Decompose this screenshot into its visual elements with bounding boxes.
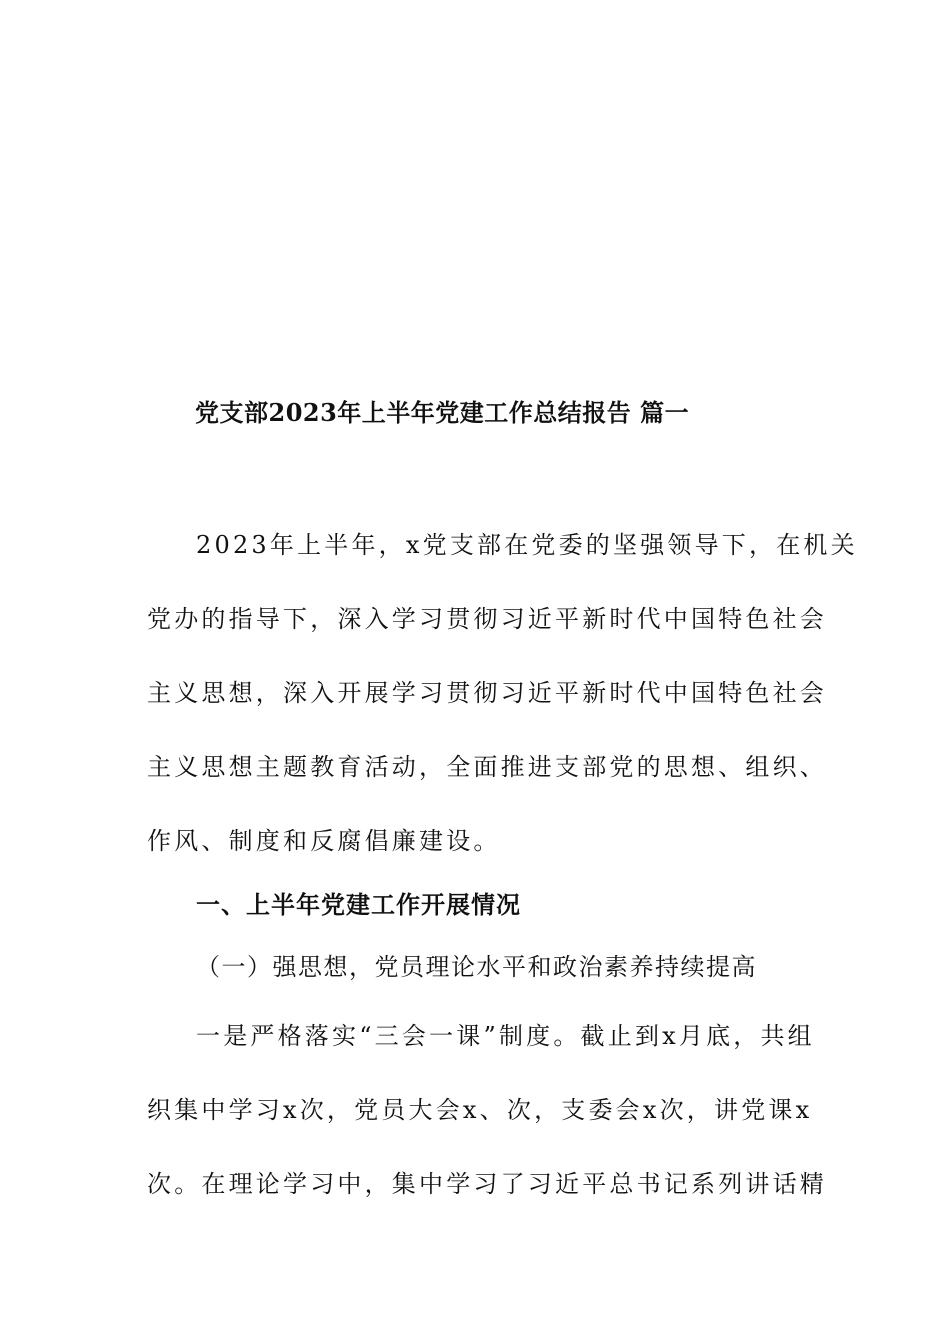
paragraph1-line-4: 主义思想主题教育活动，全面推进支部党的思想、组织、 [147,753,827,781]
paragraph2-line-1: 一是严格落实“三会一课”制度。截止到x月底，共组 [196,1022,815,1050]
paragraph2-line-2: 织集中学习x次，党员大会x、次，支委会x次，讲党课x [147,1096,813,1124]
paragraph1-line-2: 党办的指导下，深入学习贯彻习近平新时代中国特色社会 [147,605,827,633]
paragraph1-line-3: 主义思想，深入开展学习贯彻习近平新时代中国特色社会 [147,679,827,707]
subsection-heading: （一）强思想，党员理论水平和政治素养持续提高 [196,953,757,981]
document-title: 党支部2023年上半年党建工作总结报告 篇一 [195,398,690,427]
paragraph1-line-5: 作风、制度和反腐倡廉建设。 [147,827,501,855]
paragraph1-line-1: 2023年上半年，x党支部在党委的坚强领导下，在机关 [196,531,858,559]
paragraph2-line-3: 次。在理论学习中，集中学习了习近平总书记系列讲话精 [147,1170,827,1198]
section-heading: 一、上半年党建工作开展情况 [196,890,521,919]
